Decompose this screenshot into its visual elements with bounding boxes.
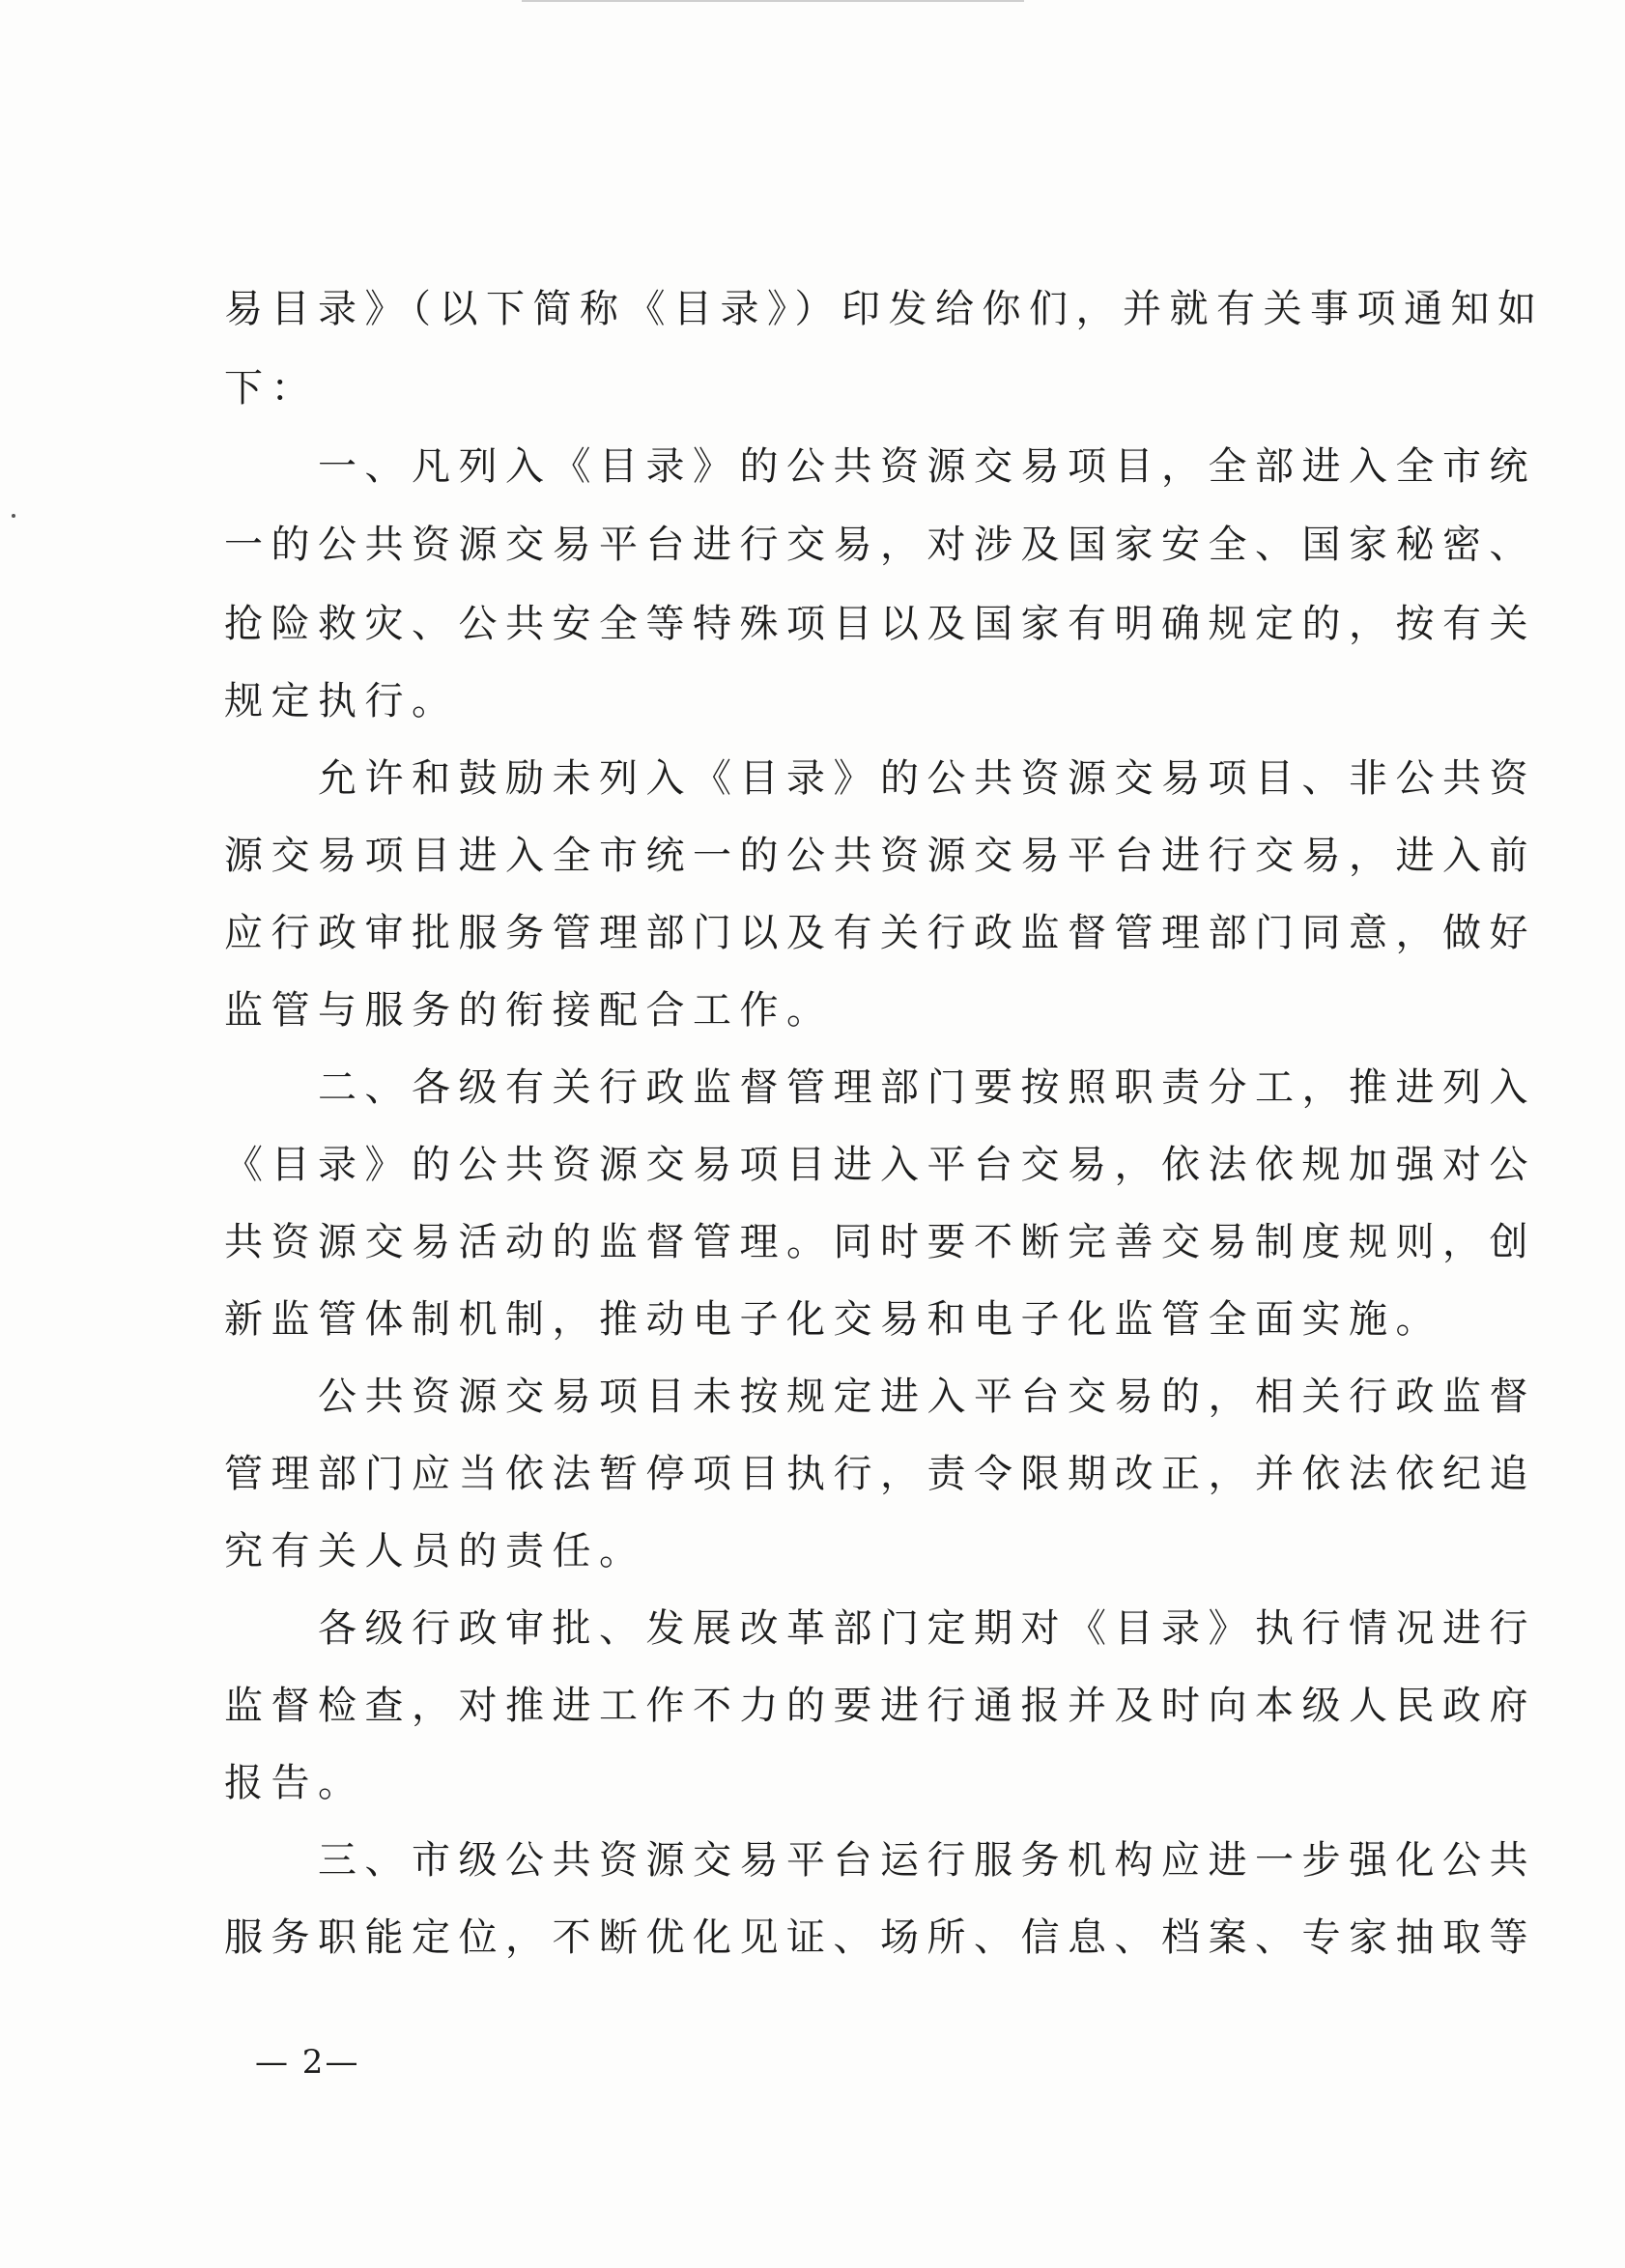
body-text-line: 各级行政审批、发展改革部门定期对《目录》执行情况进行 (224, 1606, 1536, 1651)
body-text-line: 新监管体制机制，推动电子化交易和电子化监管全面实施。 (224, 1297, 1442, 1342)
body-text-line: 规定执行。 (224, 679, 459, 723)
body-text-line: 一的公共资源交易平台进行交易，对涉及国家安全、国家秘密、 (224, 523, 1536, 567)
body-text-line: 公共资源交易项目未按规定进入平台交易的，相关行政监督 (224, 1375, 1536, 1419)
body-text-line: 服务职能定位，不断优化见证、场所、信息、档案、专家抽取等 (224, 1915, 1536, 1960)
page-number: — 2— (255, 2043, 360, 2082)
body-text-line: 下： (224, 366, 318, 411)
body-text-line: 允许和鼓励未列入《目录》的公共资源交易项目、非公共资 (224, 756, 1536, 801)
body-text-line: 应行政审批服务管理部门以及有关行政监督管理部门同意，做好 (224, 911, 1536, 955)
body-text-line: 监督检查，对推进工作不力的要进行通报并及时向本级人民政府 (224, 1684, 1536, 1728)
body-text-line: 一、凡列入《目录》的公共资源交易项目，全部进入全市统 (224, 444, 1536, 489)
body-text-line: 抢险救灾、公共安全等特殊项目以及国家有明确规定的，按有关 (224, 602, 1536, 646)
body-text-line: 究有关人员的责任。 (224, 1529, 646, 1573)
scan-edge-line (522, 0, 1024, 2)
body-text-line: 共资源交易活动的监督管理。同时要不断完善交易制度规则，创 (224, 1220, 1536, 1264)
body-text-line: 源交易项目进入全市统一的公共资源交易平台进行交易，进入前 (224, 834, 1536, 878)
body-text-line: 报告。 (224, 1761, 365, 1805)
body-text-line: 二、各级有关行政监督管理部门要按照职责分工，推进列入 (224, 1065, 1536, 1110)
body-text-line: 三、市级公共资源交易平台运行服务机构应进一步强化公共 (224, 1838, 1536, 1883)
body-text-line: 《目录》的公共资源交易项目进入平台交易，依法依规加强对公 (224, 1143, 1536, 1187)
body-text-line: 易目录》（以下简称《目录》）印发给你们，并就有关事项通知如 (224, 287, 1545, 331)
scan-speck (12, 514, 15, 518)
body-text-line: 监管与服务的衔接配合工作。 (224, 988, 834, 1033)
body-text-line: 管理部门应当依法暂停项目执行，责令限期改正，并依法依纪追 (224, 1452, 1536, 1496)
